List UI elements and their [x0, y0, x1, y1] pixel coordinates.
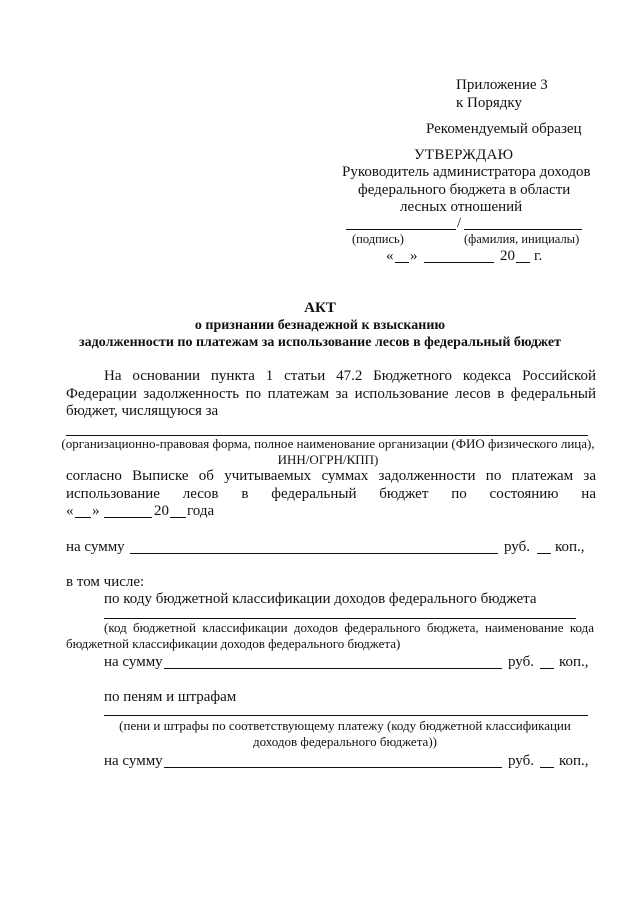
code-sum-label: на сумму: [104, 654, 163, 670]
penalties-caption-line-1: (пени и штрафы по соответствующему платежу (коду бюджетной классификации: [119, 718, 571, 733]
code-caption-line-2: бюджетной классификации доходов федерального бюджета): [66, 636, 401, 651]
code-sum-line: [164, 668, 502, 669]
penalties-kop-label: коп.,: [559, 753, 589, 769]
statement-day-line: [75, 517, 91, 518]
code-kop-line: [540, 668, 554, 669]
code-kop-label: коп.,: [559, 654, 589, 670]
penalties-sum-label: на сумму: [104, 753, 163, 769]
penalties-caption-line-2: доходов федерального бюджета)): [253, 734, 437, 749]
total-rub-label: руб.: [504, 539, 530, 555]
by-code-label: по коду бюджетной классификации доходов федерального бюджета: [104, 591, 537, 607]
paragraph-1-line-2: Федерации задолженность по платежам за использование лесов в федеральный: [66, 386, 596, 402]
total-kop-line: [537, 553, 551, 554]
approval-year-suffix: г.: [534, 248, 543, 264]
name-caption: (фамилия, инициалы): [464, 232, 580, 246]
statement-month-line: [104, 517, 152, 518]
organization-caption-line-2: ИНН/ОГРН/КПП): [277, 452, 379, 467]
code-line: [104, 618, 576, 619]
penalties-label: по пеням и штрафам: [104, 689, 237, 705]
paragraph-1-line-3: бюджет, числящуюся за: [66, 403, 219, 419]
statement-year-line: [170, 517, 186, 518]
total-sum-line: [130, 553, 498, 554]
code-caption-line-1: (код бюджетной классификации доходов федерального бюджета, наименование кода: [104, 620, 594, 635]
statement-date-open: «: [66, 503, 74, 519]
approval-day-line: [395, 262, 409, 263]
approver-position-line-3: лесных отношений: [400, 199, 523, 215]
signature-slash: /: [457, 215, 462, 231]
approver-position-line-1: Руководитель администратора доходов: [342, 164, 591, 180]
penalties-line: [104, 715, 588, 716]
total-kop-label: коп.,: [555, 539, 585, 555]
recommended-sample-label: Рекомендуемый образец: [426, 121, 582, 137]
act-title: АКТ: [304, 300, 336, 316]
act-subtitle-line-1: о признании безнадежной к взысканию: [194, 318, 446, 333]
approval-month-line: [424, 262, 494, 263]
code-rub-label: руб.: [508, 654, 534, 670]
approval-date-close: »: [410, 248, 418, 264]
paragraph-2-line-2: использование лесов в федеральный бюджет по состоянию на: [66, 486, 596, 502]
statement-year-word: года: [187, 503, 215, 519]
name-line: [464, 229, 582, 230]
signature-caption: (подпись): [352, 232, 404, 246]
act-subtitle-line-2: задолженности по платежам за использование лесов в федеральный бюджет: [79, 335, 561, 350]
organization-caption-line-1: (организационно-правовая форма, полное наименование организации (ФИО физического лица),: [61, 436, 595, 451]
including-label: в том числе:: [66, 574, 145, 590]
approver-position-line-2: федерального бюджета в области: [358, 182, 571, 198]
statement-year-prefix: 20: [154, 503, 169, 519]
penalties-kop-line: [540, 767, 554, 768]
paragraph-1-line-1: На основании пункта 1 статьи 47.2 Бюджетного кодекса Российской: [104, 368, 596, 384]
approval-date-open: «: [386, 248, 394, 264]
approval-year-prefix: 20: [500, 248, 515, 264]
penalties-sum-line: [164, 767, 502, 768]
total-sum-label: на сумму: [66, 539, 125, 555]
penalties-rub-label: руб.: [508, 753, 534, 769]
approval-year-line: [516, 262, 530, 263]
appendix-label: Приложение 3: [456, 77, 548, 93]
to-order-label: к Порядку: [456, 95, 522, 111]
signature-line: [346, 229, 456, 230]
statement-date-close: »: [92, 503, 100, 519]
approve-heading: УТВЕРЖДАЮ: [414, 147, 514, 163]
paragraph-2-line-1: согласно Выписке об учитываемых суммах задолженности по платежам за: [66, 468, 596, 484]
